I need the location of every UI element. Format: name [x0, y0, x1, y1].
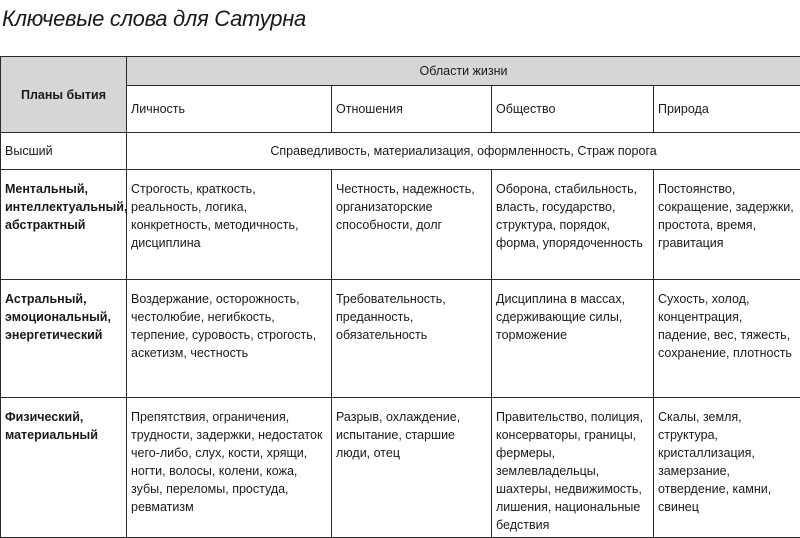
plane-label: Высший: [1, 133, 127, 170]
table-cell: Воздержание, осторожность, честолюбие, негибкость, терпение, суровость, строгость, аскетизм, честность: [127, 280, 332, 398]
plane-label: Ментальный, интеллектуальный, абстрактный: [1, 170, 127, 280]
table-cell: Скалы, земля, структура, кристаллизация, замерзание, отвердение, камни, свинец: [654, 398, 800, 538]
table-cell: Требовательность, преданность, обязательность: [332, 280, 492, 398]
column-header: Природа: [654, 86, 800, 133]
table-row: [1, 170, 800, 280]
table-cell: Справедливость, материализация, оформленность, Страж порога: [127, 133, 800, 170]
table-cell: Разрыв, охлаждение, испытание, старшие люди, отец: [332, 398, 492, 538]
column-header: Отношения: [332, 86, 492, 133]
table-cell: Оборона, стабильность, власть, государство, структура, порядок, форма, упорядоченность: [492, 170, 654, 280]
column-header: Общество: [492, 86, 654, 133]
keywords-table: [0, 56, 800, 538]
column-header: Личность: [127, 86, 332, 133]
table-cell: Честность, надежность, организаторские способности, долг: [332, 170, 492, 280]
table-row: [1, 133, 800, 170]
plane-label: Физический, материальный: [1, 398, 127, 538]
page-title: Ключевые слова для Сатурна: [2, 0, 306, 40]
table-header-row: [1, 57, 800, 86]
table-cell: Строгость, краткость, реальность, логика, конкретность, методичность, дисциплина: [127, 170, 332, 280]
table-cell: Постоянство, сокращение, задержки, простота, время, гравитация: [654, 170, 800, 280]
table-cell: Сухость, холод, концентрация, падение, вес, тяжесть, сохранение, плотность: [654, 280, 800, 398]
plane-label: Астральный, эмоциональный, энергетический: [1, 280, 127, 398]
table-cell: Препятствия, ограничения, трудности, задержки, недостаток чего-либо, слух, кости, хрящи, ногти, волосы, колени, кожа, зубы, переломы, простуда, ревматизм: [127, 398, 332, 538]
table-row: [1, 398, 800, 538]
table-cell: Правительство, полиция, консерваторы, границы, фермеры, землевладельцы, шахтеры, недвижимость, лишения, национальные бедствия: [492, 398, 654, 538]
planes-header: Планы бытия: [1, 57, 127, 133]
table-cell: Дисциплина в массах, сдерживающие силы, торможение: [492, 280, 654, 398]
areas-header: Области жизни: [127, 57, 800, 86]
table-row: [1, 280, 800, 398]
